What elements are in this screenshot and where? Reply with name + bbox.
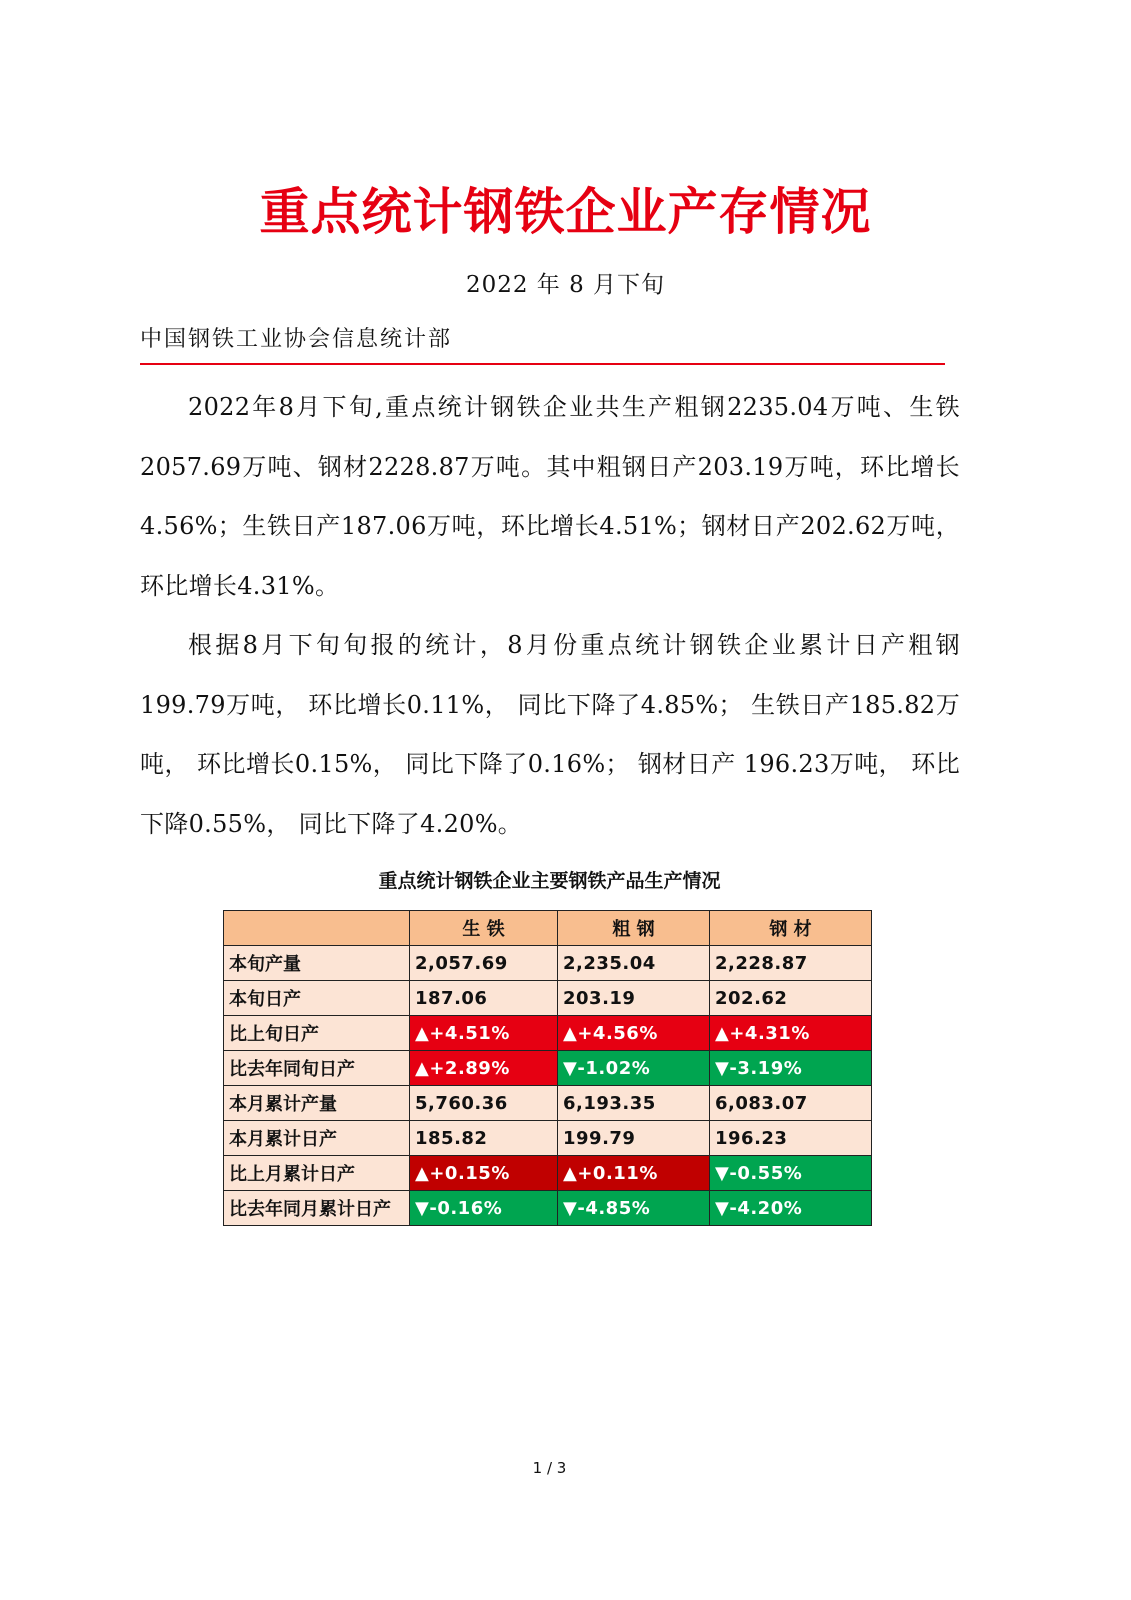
value-cell: 203.19	[558, 981, 710, 1016]
table-row	[224, 1016, 872, 1051]
value-cell: 2,228.87	[710, 946, 872, 981]
table-row	[224, 946, 872, 981]
value-cell: 199.79	[558, 1121, 710, 1156]
decrease-cell: ▼-3.19%	[710, 1051, 872, 1086]
table-row	[224, 1191, 872, 1226]
summary-paragraph-1: 2022年8月下旬,重点统计钢铁企业共生产粗钢2235.04万吨、生铁2057.69万吨、钢材2228.87万吨。其中粗钢日产203.19万吨，环比增长4.56%；生铁日产187.06万吨，环比增长4.51%；钢材日产202.62万吨，环比增长4.31%。	[140, 393, 960, 600]
row-label: 本月累计日产	[224, 1121, 410, 1156]
table-row	[224, 1086, 872, 1121]
header-steel-products: 钢 材	[710, 911, 872, 946]
value-cell: 202.62	[710, 981, 872, 1016]
row-label: 比上月累计日产	[224, 1156, 410, 1191]
row-label: 本旬产量	[224, 946, 410, 981]
table-header-row	[224, 911, 872, 946]
table-row	[224, 1051, 872, 1086]
summary-paragraph-2: 根据8月下旬旬报的统计，8月份重点统计钢铁企业累计日产粗钢199.79万吨， 环比增长0.11%， 同比下降了4.85%； 生铁日产185.82万吨， 环比增长0.15%， 同比下降了0.16%； 钢材日产 196.23万吨， 环比下降0.55%， 同比下降了4.20%。	[140, 631, 960, 838]
row-label: 比上旬日产	[224, 1016, 410, 1051]
decrease-cell: ▼-1.02%	[558, 1051, 710, 1086]
decrease-cell: ▼-4.20%	[710, 1191, 872, 1226]
value-cell: 185.82	[410, 1121, 558, 1156]
value-cell: 2,057.69	[410, 946, 558, 981]
header-corner	[224, 911, 410, 946]
header-crude-steel: 粗 钢	[558, 911, 710, 946]
increase-cell: ▲+4.51%	[410, 1016, 558, 1051]
row-label: 本月累计产量	[224, 1086, 410, 1121]
table-title: 重点统计钢铁企业主要钢铁产品生产情况	[378, 870, 721, 892]
value-cell: 187.06	[410, 981, 558, 1016]
organization-name: 中国钢铁工业协会信息统计部	[140, 327, 453, 352]
value-cell: 196.23	[710, 1121, 872, 1156]
page-number: 1 / 3	[532, 1459, 567, 1477]
increase-cell: ▲+0.11%	[558, 1156, 710, 1191]
header-pig-iron: 生 铁	[410, 911, 558, 946]
increase-cell: ▲+4.31%	[710, 1016, 872, 1051]
decrease-cell: ▼-4.85%	[558, 1191, 710, 1226]
row-label: 比去年同月累计日产	[224, 1191, 410, 1226]
table-row	[224, 981, 872, 1016]
value-cell: 2,235.04	[558, 946, 710, 981]
value-cell: 6,083.07	[710, 1086, 872, 1121]
decrease-cell: ▼-0.55%	[710, 1156, 872, 1191]
increase-cell: ▲+0.15%	[410, 1156, 558, 1191]
row-label: 本旬日产	[224, 981, 410, 1016]
value-cell: 5,760.36	[410, 1086, 558, 1121]
table-body	[224, 946, 872, 1226]
increase-cell: ▲+4.56%	[558, 1016, 710, 1051]
report-date: 2022 年 8 月下旬	[465, 272, 666, 298]
row-label: 比去年同旬日产	[224, 1051, 410, 1086]
increase-cell: ▲+2.89%	[410, 1051, 558, 1086]
table-row	[224, 1156, 872, 1191]
table-row	[224, 1121, 872, 1156]
decrease-cell: ▼-0.16%	[410, 1191, 558, 1226]
production-table	[223, 910, 872, 1226]
header-divider	[140, 363, 945, 365]
value-cell: 6,193.35	[558, 1086, 710, 1121]
document-title: 重点统计钢铁企业产存情况	[259, 183, 872, 241]
